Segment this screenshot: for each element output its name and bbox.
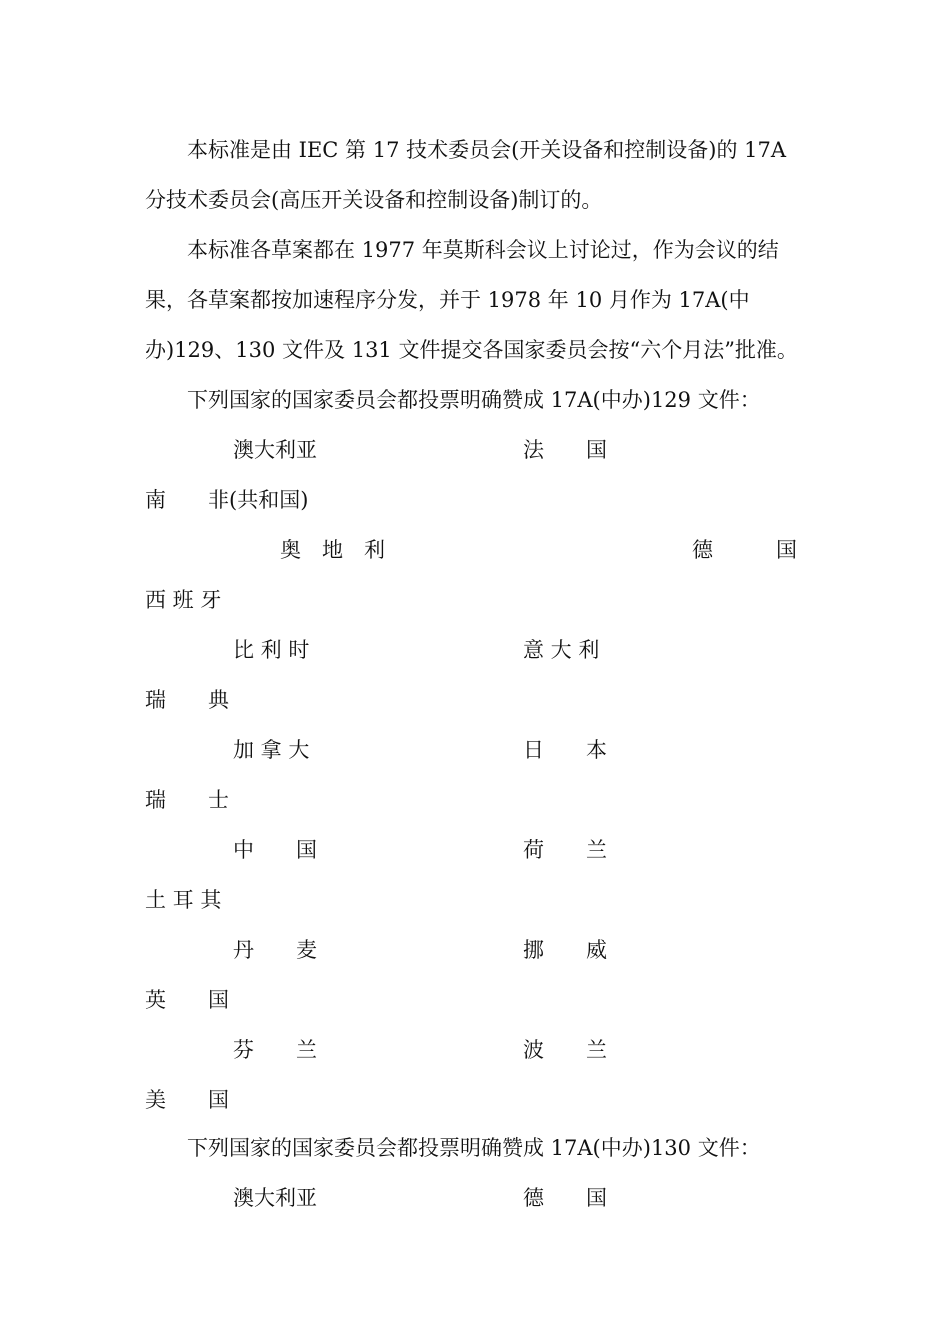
country-name: 澳大利亚	[233, 1186, 317, 1210]
country-name: 德 国	[692, 538, 797, 562]
paragraph-2-line-1: 本标准各草案都在 1977 年莫斯科会议上讨论过，作为会议的结	[187, 238, 779, 262]
country-name: 加 拿 大	[233, 738, 310, 762]
country-name: 澳大利亚	[233, 438, 317, 462]
country-name: 南 非(共和国)	[145, 488, 309, 512]
country-name: 法 国	[523, 438, 607, 462]
paragraph-2-line-2: 果，各草案都按加速程序分发，并于 1978 年 10 月作为 17A(中	[145, 288, 750, 312]
paragraph-1-line-2: 分技术委员会(高压开关设备和控制设备)制订的。	[145, 188, 603, 212]
country-name: 丹 麦	[233, 938, 317, 962]
country-name: 日 本	[523, 738, 607, 762]
country-name: 芬 兰	[233, 1038, 317, 1062]
country-name: 中 国	[233, 838, 317, 862]
country-name: 瑞 典	[145, 688, 229, 712]
country-name: 挪 威	[523, 938, 607, 962]
vote-129-intro: 下列国家的国家委员会都投票明确赞成 17A(中办)129 文件：	[187, 388, 761, 412]
country-name: 西 班 牙	[145, 588, 222, 612]
country-name: 意 大 利	[523, 638, 600, 662]
country-name: 英 国	[145, 988, 229, 1012]
vote-130-intro: 下列国家的国家委员会都投票明确赞成 17A(中办)130 文件：	[187, 1136, 761, 1160]
country-name: 奥 地 利	[280, 538, 385, 562]
paragraph-1-line-1: 本标准是由 IEC 第 17 技术委员会(开关设备和控制设备)的 17A	[187, 138, 787, 162]
country-name: 荷 兰	[523, 838, 607, 862]
country-name: 波 兰	[523, 1038, 607, 1062]
paragraph-2-line-3: 办)129、130 文件及 131 文件提交各国家委员会按“六个月法”批准。	[145, 338, 798, 362]
country-name: 瑞 士	[145, 788, 229, 812]
country-name: 德 国	[523, 1186, 607, 1210]
country-name: 比 利 时	[233, 638, 310, 662]
country-name: 土 耳 其	[145, 888, 222, 912]
country-name: 美 国	[145, 1088, 229, 1112]
